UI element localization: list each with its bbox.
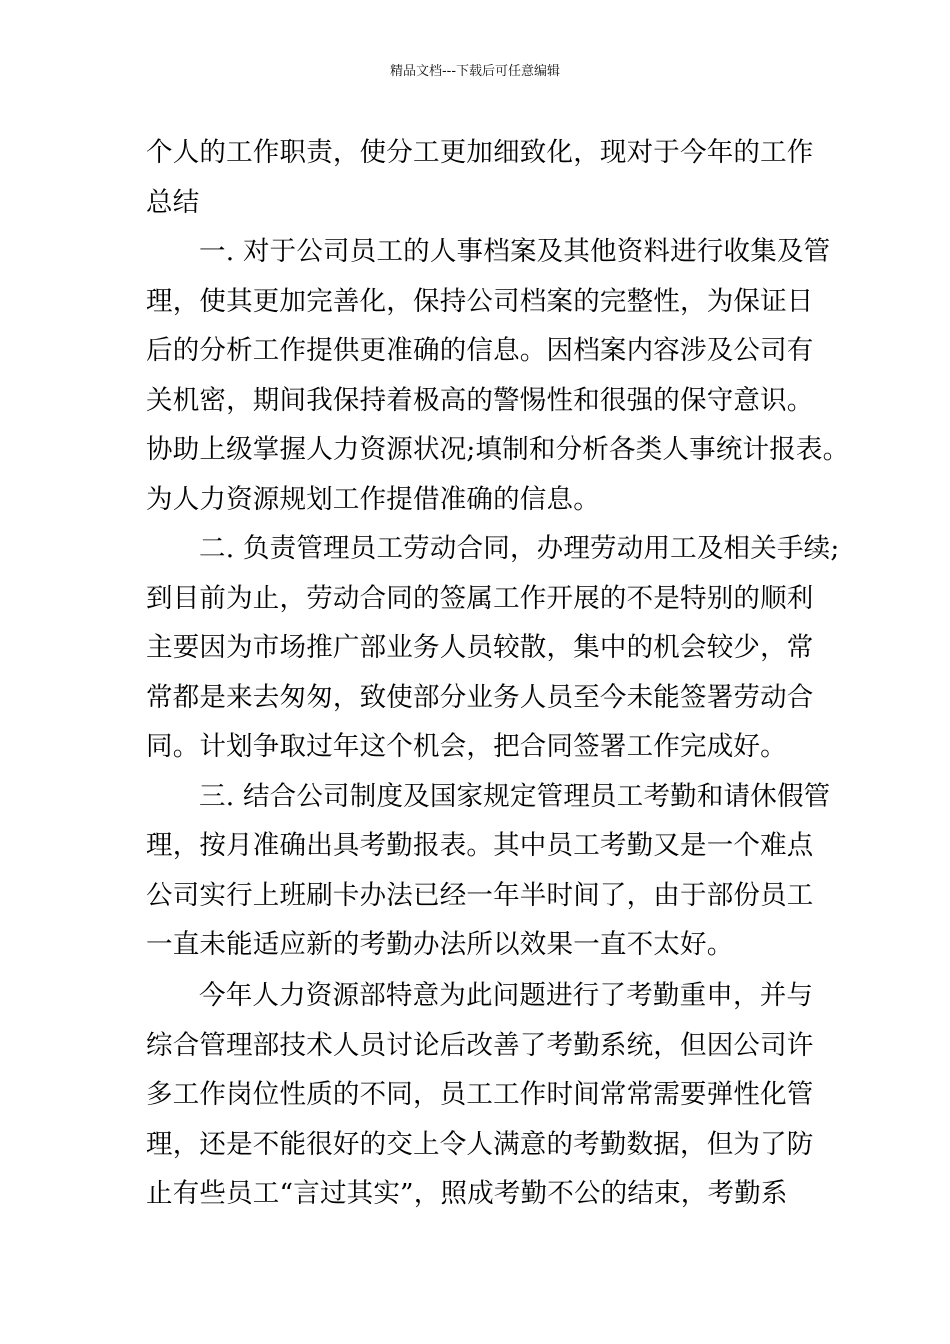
- text-line: 个人的工作职责，使分工更加细致化，现对于今年的工作: [146, 137, 814, 168]
- text-line: 一直未能适应新的考勤办法所以效果一直不太好。: [146, 929, 734, 960]
- text-line: 总结: [146, 186, 200, 218]
- text-line: 公司实行上班刷卡办法已经一年半时间了，由于部份员工: [146, 879, 814, 911]
- section-heading-line: 二. 负责管理员工劳动合同，办理劳动用工及相关手续;: [199, 533, 840, 564]
- text-line: 关机密，期间我保持着极高的警惕性和很强的保守意识。: [146, 384, 814, 416]
- text-line: 止有些员工“言过其实”，照成考勤不公的结束，考勤系: [146, 1178, 788, 1209]
- text-line: 理，还是不能很好的交上令人满意的考勤数据，但为了防: [146, 1128, 814, 1160]
- text-line: 主要因为市场推广部业务人员较散，集中的机会较少，常: [146, 632, 814, 663]
- text-line: 协助上级掌握人力资源状况;填制和分析各类人事统计报表。: [146, 434, 850, 465]
- text-line: 为人力资源规划工作提借准确的信息。: [146, 483, 600, 515]
- document-body: [146, 128, 850, 1219]
- section-heading-line: 三. 结合公司制度及国家规定管理员工考勤和请休假管: [199, 780, 831, 812]
- text-line: 到目前为止，劳动合同的签属工作开展的不是特别的顺利: [146, 582, 814, 614]
- text-line: 多工作岗位性质的不同，员工工作时间常常需要弹性化管: [146, 1079, 814, 1110]
- text-line: 后的分析工作提供更准确的信息。因档案内容涉及公司有: [146, 335, 814, 366]
- text-line: 综合管理部技术人员讨论后改善了考勤系统，但因公司许: [146, 1029, 814, 1061]
- paragraph-start-line: 今年人力资源部特意为此问题进行了考勤重申，并与: [199, 980, 814, 1011]
- text-line: 常都是来去匆匆，致使部分业务人员至今未能签署劳动合: [146, 681, 814, 713]
- text-line: 理，使其更加完善化，保持公司档案的完整性，为保证日: [146, 285, 814, 317]
- text-line: 同。计划争取过年这个机会，把合同签署工作完成好。: [146, 731, 787, 762]
- section-heading-line: 一. 对于公司员工的人事档案及其他资料进行收集及管: [199, 236, 831, 267]
- page-header: 精品文档---下载后可任意编辑: [389, 64, 561, 79]
- text-line: 理，按月准确出具考勤报表。其中员工考勤又是一个难点: [146, 830, 814, 861]
